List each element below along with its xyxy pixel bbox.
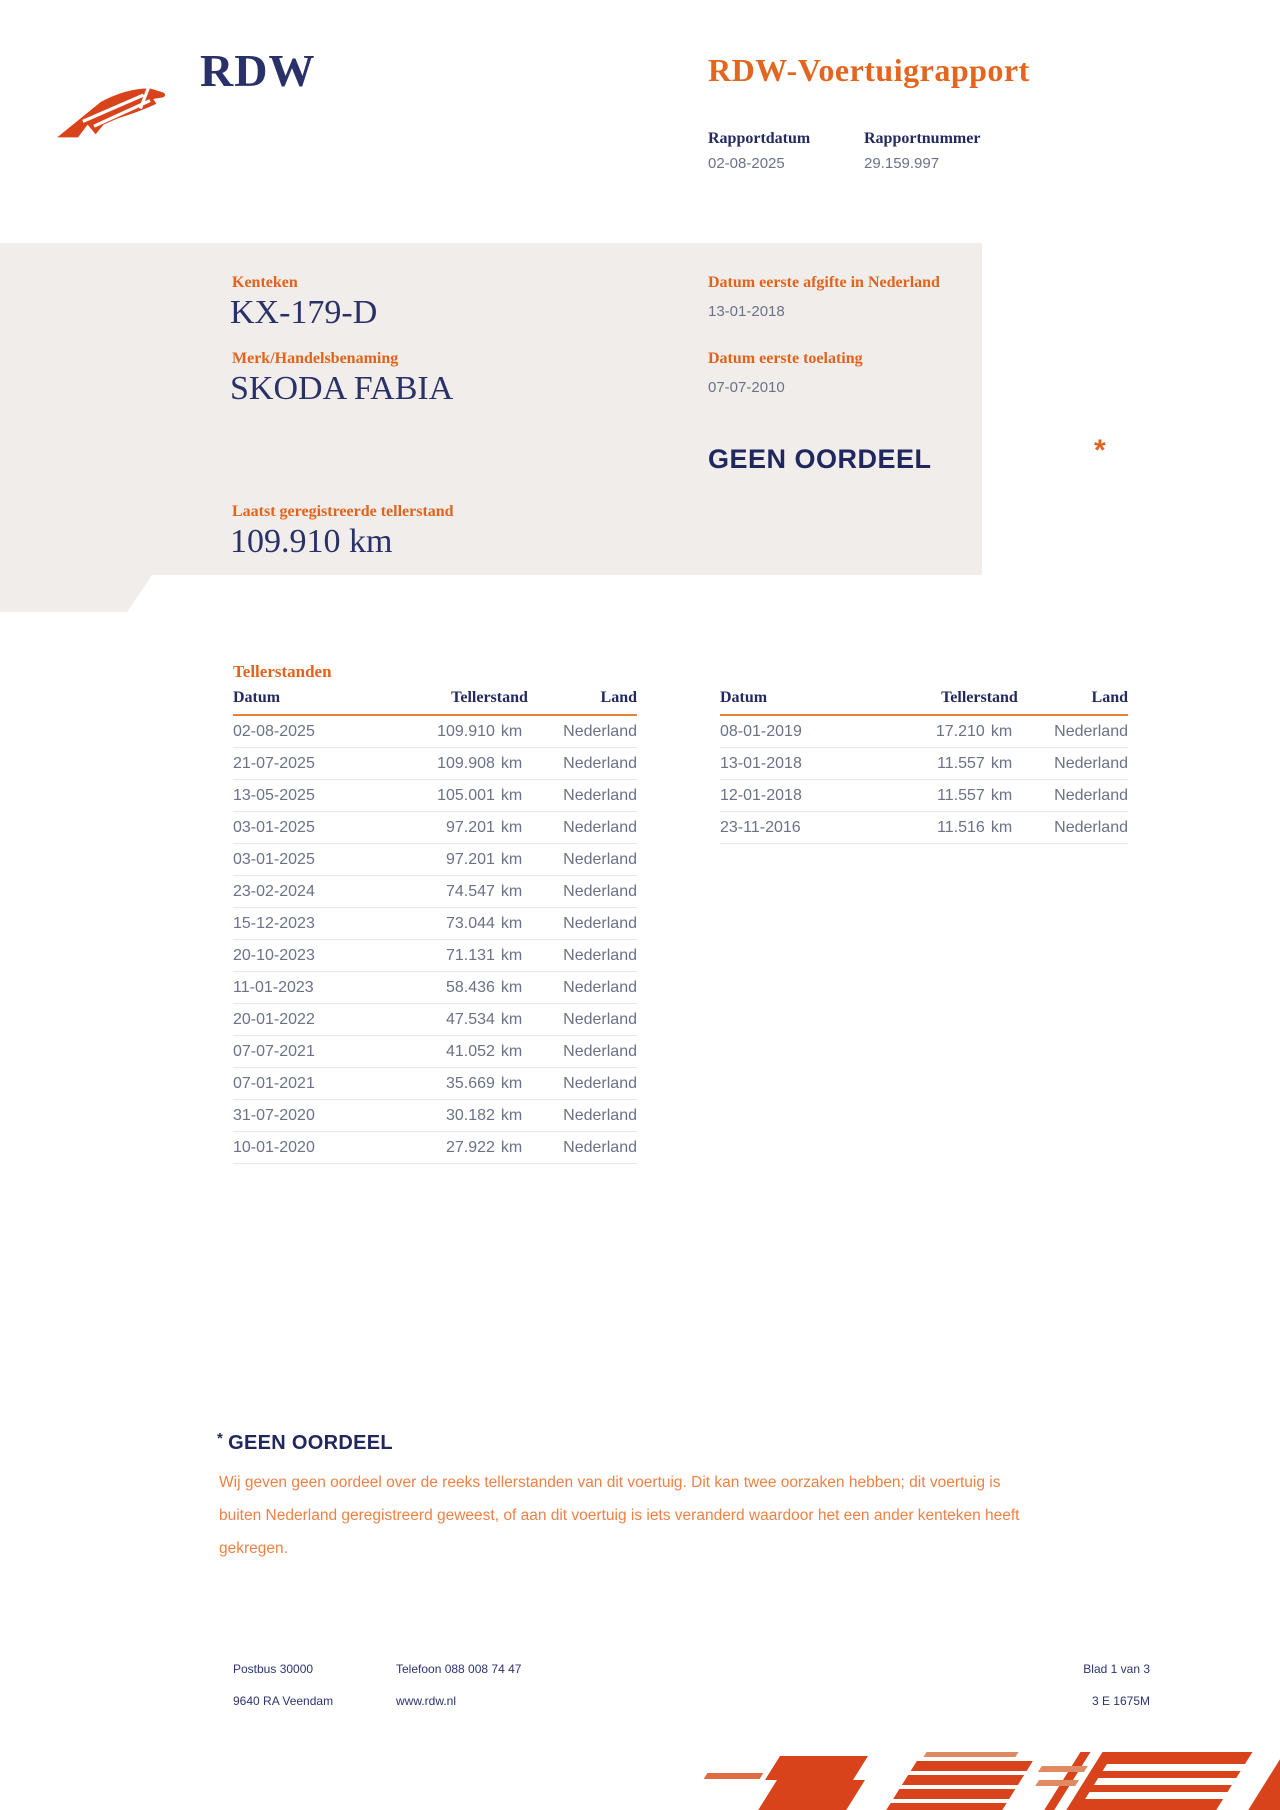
cell-datum: 15-12-2023 xyxy=(233,908,391,940)
table-row xyxy=(233,1036,637,1068)
rdw-logo-text: RDW xyxy=(200,45,316,96)
column-header-tellerstand: Tellerstand xyxy=(391,689,528,715)
report-number-block xyxy=(864,130,1020,172)
cell-datum: 12-01-2018 xyxy=(720,780,879,812)
cell-datum: 11-01-2023 xyxy=(233,972,391,1004)
merk-label: Merk/Handelsbenaming xyxy=(232,350,399,367)
cell-land: Nederland xyxy=(528,940,637,972)
report-meta xyxy=(708,130,1020,172)
table-row xyxy=(233,876,637,908)
cell-tellerstand: 105.001 km xyxy=(391,780,528,812)
cell-land: Nederland xyxy=(528,876,637,908)
cell-datum: 08-01-2019 xyxy=(720,715,879,748)
cell-land: Nederland xyxy=(528,812,637,844)
cell-land: Nederland xyxy=(528,844,637,876)
table-row xyxy=(233,972,637,1004)
tellerstanden-section-title: Tellerstanden xyxy=(233,662,332,681)
cell-tellerstand: 58.436 km xyxy=(391,972,528,1004)
cell-land: Nederland xyxy=(528,1132,637,1164)
table-row xyxy=(233,908,637,940)
table-row xyxy=(233,1100,637,1132)
cell-land: Nederland xyxy=(1018,715,1128,748)
datum-eerste-afgifte-label: Datum eerste afgifte in Nederland xyxy=(708,274,940,291)
cell-datum: 02-08-2025 xyxy=(233,715,391,748)
cell-datum: 07-07-2021 xyxy=(233,1036,391,1068)
merk-value: SKODA FABIA xyxy=(230,370,454,407)
report-number-value: 29.159.997 xyxy=(864,155,940,172)
table-row xyxy=(233,940,637,972)
vehicle-summary-panel xyxy=(0,243,982,612)
cell-tellerstand: 71.131 km xyxy=(391,940,528,972)
footnote xyxy=(217,1430,1023,1565)
cell-land: Nederland xyxy=(528,1036,637,1068)
cell-tellerstand: 97.201 km xyxy=(391,812,528,844)
laatste-tellerstand-label: Laatst geregistreerde tellerstand xyxy=(232,503,454,520)
column-header-land: Land xyxy=(1018,689,1128,715)
cell-land: Nederland xyxy=(528,1100,637,1132)
cell-tellerstand: 11.516 km xyxy=(879,812,1018,844)
table-row xyxy=(720,812,1128,844)
cell-datum: 23-11-2016 xyxy=(720,812,879,844)
cell-land: Nederland xyxy=(528,1068,637,1100)
cell-datum: 03-01-2025 xyxy=(233,812,391,844)
cell-tellerstand: 73.044 km xyxy=(391,908,528,940)
cell-land: Nederland xyxy=(528,972,637,1004)
column-header-land: Land xyxy=(528,689,637,715)
table-row xyxy=(233,780,637,812)
cell-datum: 23-02-2024 xyxy=(233,876,391,908)
report-date-label: Rapportdatum xyxy=(708,130,811,147)
kenteken-label: Kenteken xyxy=(232,274,298,291)
cell-land: Nederland xyxy=(528,908,637,940)
table-row xyxy=(233,1004,637,1036)
table-row xyxy=(720,715,1128,748)
footnote-asterisk: * xyxy=(217,1430,224,1447)
datum-eerste-afgifte-value: 13-01-2018 xyxy=(708,303,785,320)
table-header-row xyxy=(720,689,1128,715)
tellerstanden-table-left xyxy=(233,689,637,1164)
cell-tellerstand: 11.557 km xyxy=(879,780,1018,812)
report-date-value: 02-08-2025 xyxy=(708,155,785,172)
kenteken-value: KX-179-D xyxy=(230,294,378,331)
column-header-datum: Datum xyxy=(720,689,879,715)
cell-tellerstand: 109.910 km xyxy=(391,715,528,748)
datum-eerste-toelating-value: 07-07-2010 xyxy=(708,379,785,396)
speed-stripes-graphic xyxy=(635,1748,1280,1810)
cell-land: Nederland xyxy=(1018,812,1128,844)
tellerstanden-table-right xyxy=(720,689,1128,844)
cell-datum: 20-01-2022 xyxy=(233,1004,391,1036)
cell-datum: 31-07-2020 xyxy=(233,1100,391,1132)
cell-land: Nederland xyxy=(528,748,637,780)
cell-tellerstand: 74.547 km xyxy=(391,876,528,908)
cell-land: Nederland xyxy=(1018,780,1128,812)
footnote-title-row xyxy=(217,1430,1023,1455)
cell-datum: 13-05-2025 xyxy=(233,780,391,812)
cell-tellerstand: 35.669 km xyxy=(391,1068,528,1100)
cell-tellerstand: 41.052 km xyxy=(391,1036,528,1068)
footer-address-line1: Postbus 30000 xyxy=(233,1662,314,1676)
cell-land: Nederland xyxy=(528,715,637,748)
footer-website: www.rdw.nl xyxy=(396,1694,457,1708)
cell-tellerstand: 30.182 km xyxy=(391,1100,528,1132)
cell-datum: 13-01-2018 xyxy=(720,748,879,780)
footnote-title: GEEN OORDEEL xyxy=(228,1432,393,1454)
cell-tellerstand: 47.534 km xyxy=(391,1004,528,1036)
table-row xyxy=(233,812,637,844)
table-row xyxy=(720,748,1128,780)
report-title: RDW-Voertuigrapport xyxy=(708,52,1030,88)
laatste-tellerstand-value: 109.910 km xyxy=(230,523,393,560)
cell-tellerstand: 27.922 km xyxy=(391,1132,528,1164)
column-header-datum: Datum xyxy=(233,689,391,715)
rdw-logo-icon xyxy=(54,68,174,146)
cell-datum: 10-01-2020 xyxy=(233,1132,391,1164)
datum-eerste-toelating-label: Datum eerste toelating xyxy=(708,350,863,367)
footer-form-code: 3 E 1675M xyxy=(1091,1694,1150,1708)
cell-tellerstand: 17.210 km xyxy=(879,715,1018,748)
table-row xyxy=(233,748,637,780)
cell-tellerstand: 11.557 km xyxy=(879,748,1018,780)
table-row xyxy=(233,1068,637,1100)
cell-land: Nederland xyxy=(528,780,637,812)
table-header-row xyxy=(233,689,637,715)
cell-land: Nederland xyxy=(1018,748,1128,780)
footnote-body: Wij geven geen oordeel over de reeks tellerstanden van dit voertuig. Dit kan twee oorzaken hebben; dit voertuig is buiten Nederland geregistreerd geweest, of aan dit voertuig is iets veranderd waardoor het een ander kenteken heeft gekregen. xyxy=(219,1474,1020,1557)
cell-tellerstand: 97.201 km xyxy=(391,844,528,876)
report-date-block xyxy=(708,130,864,172)
table-row xyxy=(233,844,637,876)
cell-land: Nederland xyxy=(528,1004,637,1036)
verdict-text: GEEN OORDEEL xyxy=(708,444,932,474)
footer-address-line2: 9640 RA Veendam xyxy=(233,1694,334,1708)
table-row xyxy=(233,715,637,748)
report-number-label: Rapportnummer xyxy=(864,130,981,147)
column-header-tellerstand: Tellerstand xyxy=(879,689,1018,715)
verdict-asterisk: * xyxy=(1094,434,1106,467)
cell-datum: 20-10-2023 xyxy=(233,940,391,972)
cell-datum: 07-01-2021 xyxy=(233,1068,391,1100)
cell-datum: 03-01-2025 xyxy=(233,844,391,876)
table-row xyxy=(720,780,1128,812)
cell-tellerstand: 109.908 km xyxy=(391,748,528,780)
footer-page-indicator: Blad 1 van 3 xyxy=(1083,1662,1150,1676)
table-row xyxy=(233,1132,637,1164)
footer-phone: Telefoon 088 008 74 47 xyxy=(396,1662,522,1676)
cell-datum: 21-07-2025 xyxy=(233,748,391,780)
